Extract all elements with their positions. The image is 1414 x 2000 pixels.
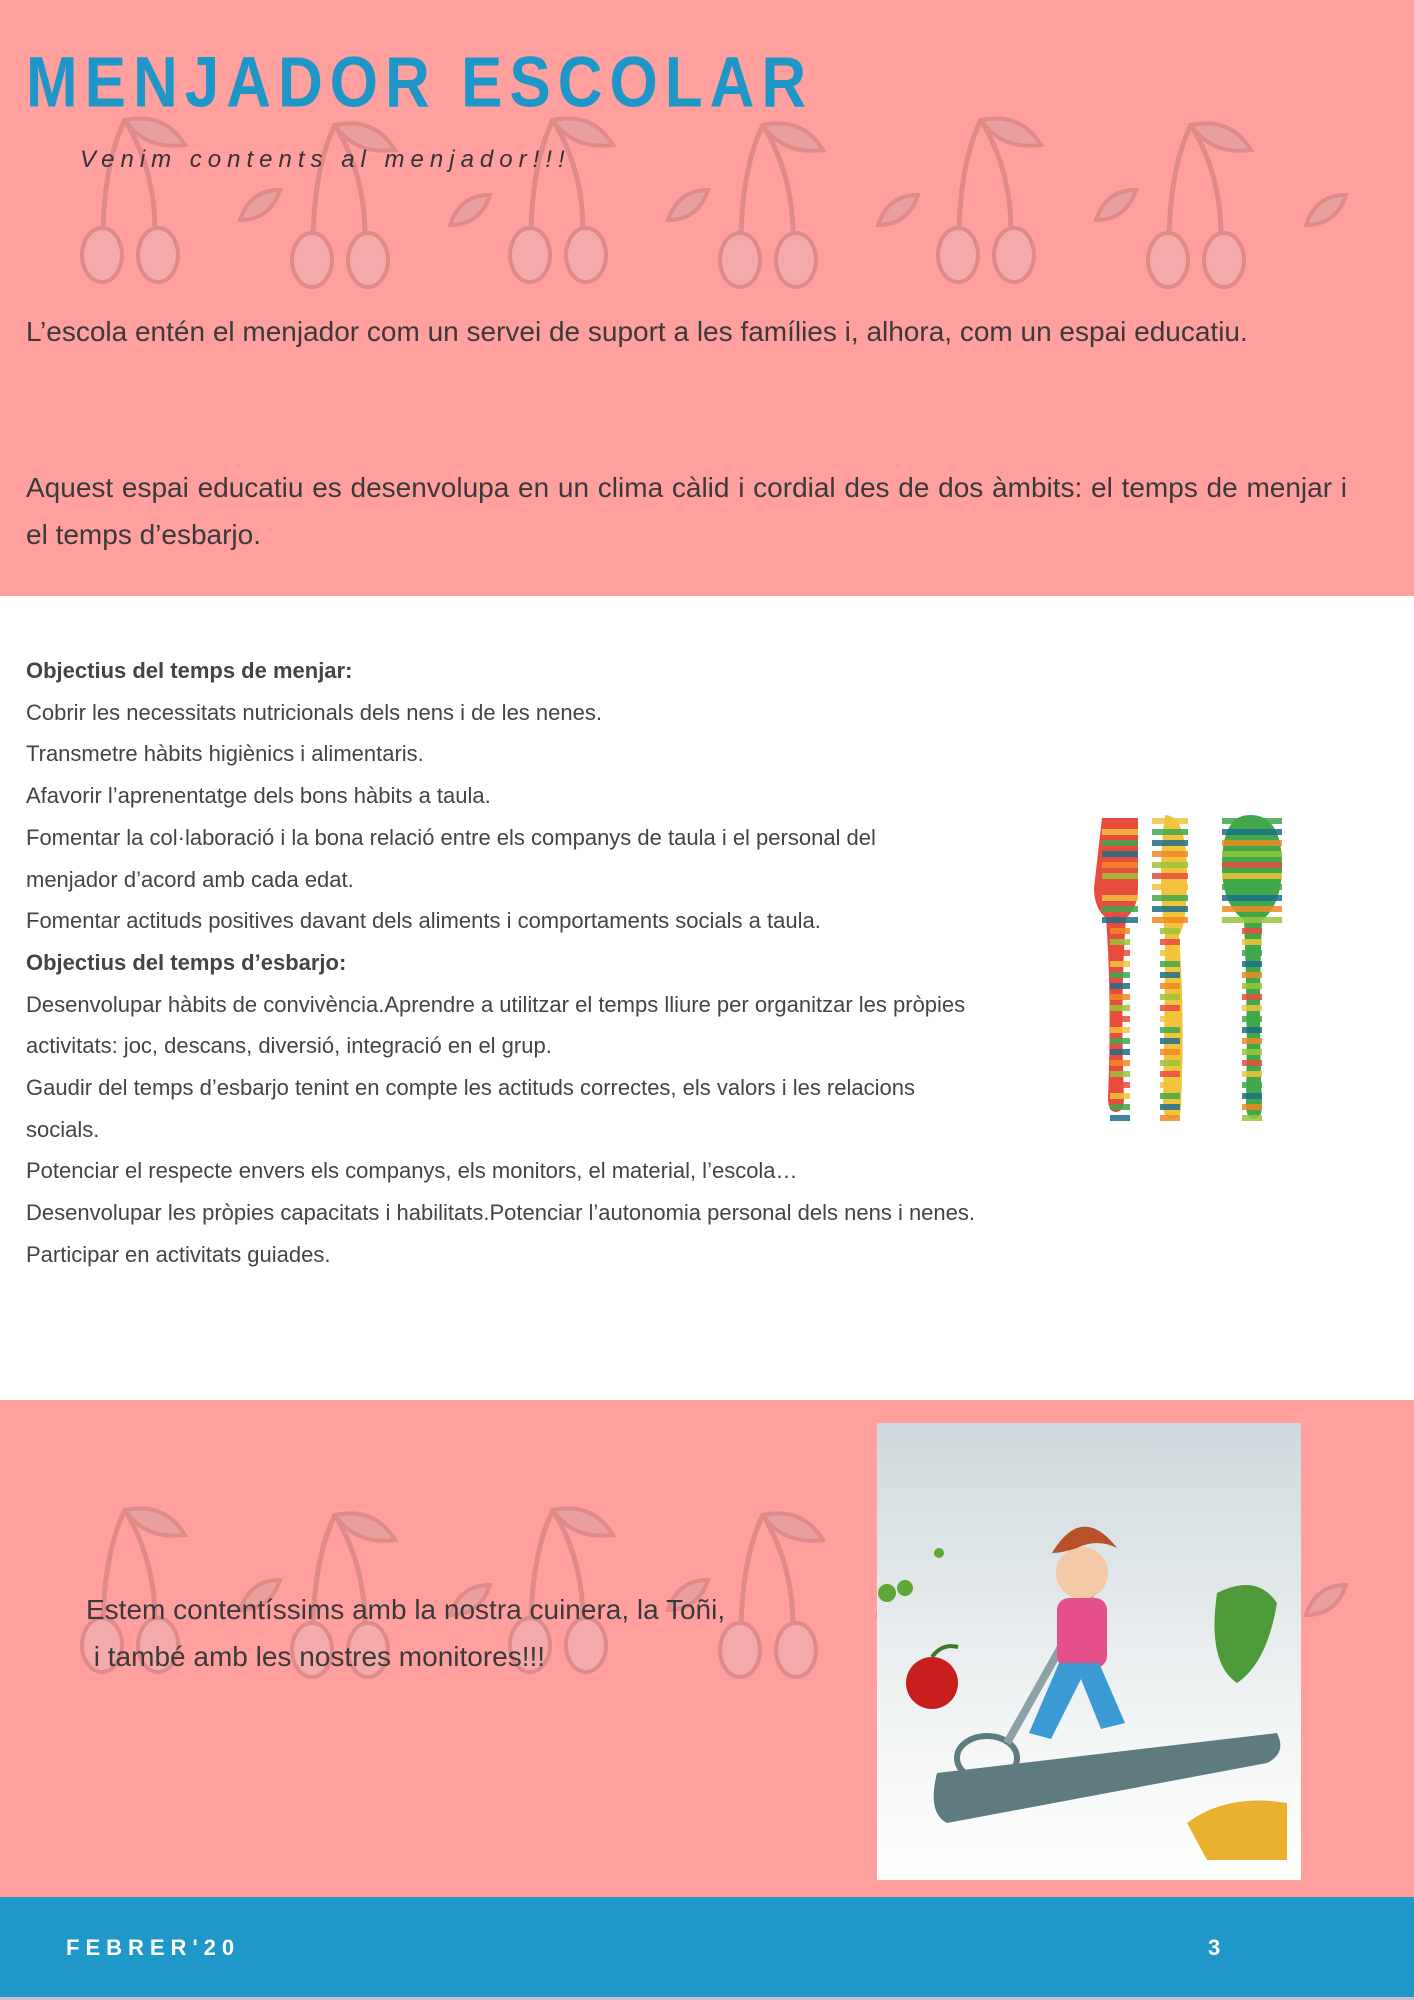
cutlery-stripe xyxy=(1110,1104,1130,1110)
page-title: MENJADOR ESCOLAR xyxy=(26,43,814,123)
cutlery-stripe xyxy=(1152,895,1188,901)
lettuce-icon xyxy=(1215,1585,1278,1683)
intro-paragraph-2: Aquest espai educatiu es desenvolupa en un clima càlid i cordial des de dos àmbits: el temps de menjar i el temps d’esbarjo. xyxy=(26,472,1347,550)
page-number: 3 xyxy=(1208,1935,1221,1960)
cutlery-stripe xyxy=(1242,994,1262,1000)
list-item: Fomentar la col·laboració i la bona relació entre els companys de taula i el personal del menjador d’acord amb cada edat. xyxy=(26,824,876,892)
cutlery-stripe xyxy=(1222,906,1282,912)
cutlery-stripe xyxy=(1160,1115,1180,1121)
cutlery-stripe xyxy=(1242,972,1262,978)
cutlery-stripe xyxy=(1110,1060,1130,1066)
cherry-icon xyxy=(938,118,1136,282)
cutlery-stripe xyxy=(1242,983,1262,989)
list-item: Desenvolupar les pròpies capacitats i habilitats.Potenciar l’autonomia personal dels nens i nenes. xyxy=(26,1200,975,1226)
cutlery-stripe xyxy=(1242,1038,1262,1044)
meal-objectives-heading: Objectius del temps de menjar: xyxy=(26,658,353,683)
cutlery-stripe xyxy=(1110,939,1130,945)
cutlery-stripe xyxy=(1110,1027,1130,1033)
cutlery-stripe xyxy=(1242,950,1262,956)
cherry-icon xyxy=(82,118,280,282)
cutlery-stripe xyxy=(1222,829,1282,835)
cutlery-stripe xyxy=(1102,884,1138,890)
footer xyxy=(0,1897,1414,1997)
list-item: Gaudir del temps d’esbarjo tenint en compte les actituds correctes, els valors i les relacions socials. xyxy=(26,1075,915,1142)
cutlery-stripe xyxy=(1110,928,1130,934)
cutlery-stripe xyxy=(1242,1093,1262,1099)
list-item: Afavorir l’aprenentatge dels bons hàbits a taula. xyxy=(26,783,491,809)
cutlery-stripe xyxy=(1160,1104,1180,1110)
cutlery-stripe xyxy=(1242,939,1262,945)
cutlery-stripe xyxy=(1222,818,1282,824)
cutlery-stripe xyxy=(1222,895,1282,901)
cutlery-stripe xyxy=(1110,1049,1130,1055)
cutlery-stripe xyxy=(1110,961,1130,967)
cutlery-stripe xyxy=(1110,983,1130,989)
cutlery-stripe xyxy=(1152,884,1188,890)
cutlery-stripe xyxy=(1160,1060,1180,1066)
list-item: Transmetre hàbits higiènics i alimentaris. xyxy=(26,741,424,767)
cutlery-stripe xyxy=(1160,950,1180,956)
cutlery-stripe xyxy=(1222,884,1282,890)
cutlery-stripe xyxy=(1152,829,1188,835)
list-item: Desenvolupar hàbits de convivència.Aprendre a utilitzar el temps lliure per organitzar les pròpies activitats: joc, descans, diversió, integració en el grup. xyxy=(26,991,966,1059)
cutlery-stripe xyxy=(1242,1016,1262,1022)
cutlery-stripe xyxy=(1160,1082,1180,1088)
cutlery-stripe xyxy=(1242,1060,1262,1066)
cutlery-stripe xyxy=(1160,939,1180,945)
thanks-line-1: Estem contentíssims amb la nostra cuinera, la Toñi, xyxy=(86,1594,726,1625)
thanks-message xyxy=(86,1586,725,1680)
cutlery-stripe xyxy=(1152,862,1188,868)
list-item: Fomentar actituds positives davant dels aliments i comportaments socials a taula. xyxy=(26,908,821,934)
cutlery-stripe xyxy=(1222,873,1282,879)
apple-icon xyxy=(906,1657,958,1709)
cutlery-stripe xyxy=(1242,1027,1262,1033)
cutlery-stripe xyxy=(1152,906,1188,912)
cutlery-stripe xyxy=(1242,1104,1262,1110)
cutlery-stripe xyxy=(1110,1005,1130,1011)
cutlery-stripe xyxy=(1242,961,1262,967)
cutlery-stripe xyxy=(1102,840,1138,846)
cutlery-stripe xyxy=(1160,1027,1180,1033)
cutlery-stripe xyxy=(1242,1082,1262,1088)
cutlery-stripe xyxy=(1110,1016,1130,1022)
cutlery-stripe xyxy=(1110,972,1130,978)
recess-objectives-heading: Objectius del temps d’esbarjo: xyxy=(26,949,347,975)
cutlery-stripe xyxy=(1160,994,1180,1000)
header-band xyxy=(0,0,1414,596)
cutlery-stripe xyxy=(1152,840,1188,846)
cutlery-stripe xyxy=(1102,818,1138,824)
cutlery-stripe xyxy=(1242,1049,1262,1055)
cutlery-stripe xyxy=(1102,862,1138,868)
cutlery-stripe xyxy=(1102,917,1138,923)
cutlery-stripe xyxy=(1152,851,1188,857)
cutlery-stripe xyxy=(1102,851,1138,857)
cutlery-stripe xyxy=(1160,1038,1180,1044)
cutlery-stripe xyxy=(1160,972,1180,978)
cutlery-stripe xyxy=(1110,1071,1130,1077)
cutlery-stripe xyxy=(1102,829,1138,835)
issue-month: FEBRER'20 xyxy=(66,1935,241,1960)
cutlery-stripe xyxy=(1160,983,1180,989)
cutlery-stripe xyxy=(1242,1005,1262,1011)
cutlery-stripe xyxy=(1160,928,1180,934)
cutlery-stripe xyxy=(1110,1115,1130,1121)
cutlery-stripe xyxy=(1160,1093,1180,1099)
cutlery-stripe xyxy=(1160,1016,1180,1022)
subtitle: Venim contents al menjador!!! xyxy=(80,146,571,173)
cherry-icon xyxy=(720,123,918,287)
cutlery-stripe xyxy=(1102,873,1138,879)
cutlery-stripe xyxy=(1160,1005,1180,1011)
list-item: Cobrir les necessitats nutricionals dels nens i de les nenes. xyxy=(26,699,602,725)
cherry-icon xyxy=(1148,123,1346,287)
cutlery-stripe xyxy=(1160,1071,1180,1077)
list-item: Participar en activitats guiades. xyxy=(26,1241,331,1267)
cutlery-stripe xyxy=(1222,862,1282,868)
cherry-icon xyxy=(510,118,708,282)
thanks-line-2: i també amb les nostres monitores!!! xyxy=(86,1641,546,1672)
cutlery-stripe xyxy=(1160,961,1180,967)
cutlery-stripe xyxy=(1102,895,1138,901)
cutlery-stripe xyxy=(1222,840,1282,846)
cutlery-stripe xyxy=(1222,917,1282,923)
cutlery-stripe xyxy=(1110,1038,1130,1044)
cutlery-stripe xyxy=(1242,1115,1262,1121)
cutlery-illustration xyxy=(1040,800,1340,1130)
objectives-section xyxy=(26,650,1016,1276)
cutlery-stripe xyxy=(1110,1082,1130,1088)
cutlery-stripe xyxy=(1222,851,1282,857)
cutlery-stripe xyxy=(1160,1049,1180,1055)
cutlery-stripe xyxy=(1110,950,1130,956)
cutlery-stripe xyxy=(1152,917,1188,923)
cutlery-stripe xyxy=(1102,906,1138,912)
intro-paragraph-1: L’escola entén el menjador com un servei de suport a les famílies i, alhora, com un espai educatiu. xyxy=(26,316,1248,347)
cutlery-stripe xyxy=(1110,994,1130,1000)
cutlery-stripe xyxy=(1110,1093,1130,1099)
cutlery-stripe xyxy=(1242,1071,1262,1077)
list-item: Potenciar el respecte envers els companys, els monitors, el material, l’escola… xyxy=(26,1158,798,1184)
cutlery-stripe xyxy=(1152,873,1188,879)
child-on-tray-illustration xyxy=(877,1423,1301,1880)
cutlery-stripe xyxy=(1152,818,1188,824)
cutlery-stripe xyxy=(1242,928,1262,934)
